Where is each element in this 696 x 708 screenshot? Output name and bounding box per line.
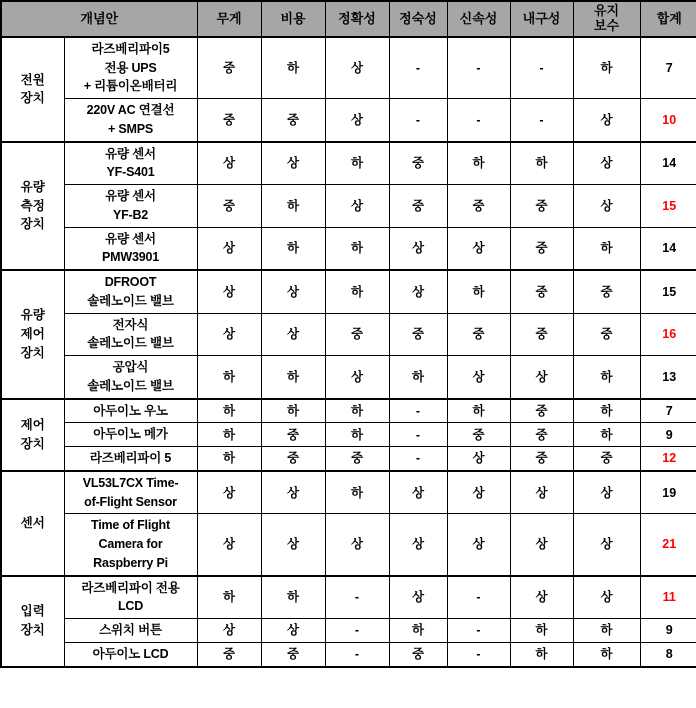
score-cell: 상 xyxy=(325,185,389,228)
header-criterion-quietness: 정숙성 xyxy=(389,1,447,37)
score-cell: 상 xyxy=(573,471,640,514)
score-cell: 상 xyxy=(389,270,447,313)
score-cell: - xyxy=(510,37,573,99)
table-row xyxy=(1,399,696,423)
score-cell: 상 xyxy=(197,471,261,514)
score-cell: 중 xyxy=(447,313,510,356)
score-cell: 중 xyxy=(573,447,640,471)
concept-name-line: Camera for xyxy=(98,537,163,552)
score-cell: 상 xyxy=(389,576,447,619)
table-row xyxy=(1,447,696,471)
score-cell: 하 xyxy=(573,227,640,270)
concept-name-line: 라즈베리파이 전용 xyxy=(81,580,180,595)
score-cell: - xyxy=(447,37,510,99)
category-label-line: 입력 xyxy=(20,604,45,619)
score-cell: 하 xyxy=(573,619,640,643)
score-cell: 상 xyxy=(325,514,389,576)
concept-name-line: 유량 센서 xyxy=(105,189,156,204)
concept-name-line: 전용 UPS xyxy=(104,60,157,75)
header-concept: 개념안 xyxy=(1,1,197,37)
table-header xyxy=(1,1,696,37)
category-cell xyxy=(1,37,64,142)
score-cell: - xyxy=(389,423,447,447)
concept-name-line: 아두이노 메가 xyxy=(93,427,168,442)
score-cell: 상 xyxy=(447,447,510,471)
concept-name-cell xyxy=(64,423,197,447)
score-cell: 중 xyxy=(261,423,325,447)
score-cell: 상 xyxy=(573,99,640,142)
score-cell: 중 xyxy=(573,313,640,356)
concept-name-line: 라즈베리파이5 xyxy=(91,41,170,56)
category-label-line: 전원 xyxy=(20,72,45,87)
score-cell: 상 xyxy=(510,356,573,399)
score-cell: 하 xyxy=(197,423,261,447)
score-cell: - xyxy=(389,99,447,142)
score-cell: 중 xyxy=(510,227,573,270)
score-cell: 하 xyxy=(573,399,640,423)
header-criterion-maintenance xyxy=(573,1,640,37)
concept-name-line: YF-B2 xyxy=(112,207,149,222)
score-cell: 상 xyxy=(261,471,325,514)
concept-name-line: LCD xyxy=(117,599,144,614)
score-cell: 상 xyxy=(389,471,447,514)
score-cell: 상 xyxy=(510,514,573,576)
score-cell: 중 xyxy=(389,642,447,666)
score-cell: 상 xyxy=(261,313,325,356)
score-cell: 하 xyxy=(573,642,640,666)
score-cell: 상 xyxy=(197,227,261,270)
total-score: 9 xyxy=(640,619,696,643)
score-cell: - xyxy=(325,642,389,666)
concept-name-line: Time of Flight xyxy=(91,518,170,533)
category-label-line: 제어 xyxy=(20,418,45,432)
concept-name-line: 라즈베리파이 5 xyxy=(89,451,172,466)
score-cell: 중 xyxy=(197,99,261,142)
concept-name-cell xyxy=(64,642,197,666)
score-cell: 상 xyxy=(573,142,640,185)
total-score-selected: 21 xyxy=(640,514,696,576)
score-cell: 상 xyxy=(573,185,640,228)
score-cell: 중 xyxy=(447,185,510,228)
score-cell: 중 xyxy=(197,185,261,228)
concept-name-cell xyxy=(64,514,197,576)
category-label-line: 제어 xyxy=(20,327,45,341)
concept-name-line: Raspberry Pi xyxy=(93,555,168,570)
score-cell: 상 xyxy=(389,514,447,576)
score-cell: 중 xyxy=(197,37,261,99)
score-cell: 상 xyxy=(573,576,640,619)
score-cell: 하 xyxy=(510,142,573,185)
score-cell: 상 xyxy=(197,270,261,313)
score-cell: - xyxy=(447,642,510,666)
concept-name-cell xyxy=(64,185,197,228)
total-score-selected: 10 xyxy=(640,99,696,142)
concept-name-line: DFROOT xyxy=(104,275,157,290)
score-cell: - xyxy=(325,576,389,619)
header-total: 합계 xyxy=(640,1,696,37)
concept-name-line: 아두이노 LCD xyxy=(92,646,169,661)
score-cell: 중 xyxy=(325,313,389,356)
score-cell: 하 xyxy=(197,447,261,471)
header-criterion-durability: 내구성 xyxy=(510,1,573,37)
concept-name-line: + SMPS xyxy=(108,121,153,136)
category-label-line: 장치 xyxy=(20,436,45,451)
score-cell: - xyxy=(447,576,510,619)
concept-name-cell xyxy=(64,576,197,619)
score-cell: - xyxy=(447,99,510,142)
concept-name-line: PMW3901 xyxy=(102,250,159,265)
score-cell: 하 xyxy=(325,142,389,185)
score-cell: - xyxy=(389,37,447,99)
total-score: 15 xyxy=(640,270,696,313)
concept-name-cell xyxy=(64,471,197,514)
score-cell: 상 xyxy=(261,514,325,576)
score-cell: 상 xyxy=(447,356,510,399)
header-criterion-speed: 신속성 xyxy=(447,1,510,37)
total-score-selected: 12 xyxy=(640,447,696,471)
concept-name-line: YF-S401 xyxy=(106,165,155,180)
score-cell: 하 xyxy=(389,356,447,399)
maintenance-label-line1: 유지 xyxy=(593,3,620,18)
score-cell: 하 xyxy=(389,619,447,643)
score-cell: 하 xyxy=(573,37,640,99)
score-cell: - xyxy=(447,619,510,643)
score-cell: 중 xyxy=(510,447,573,471)
score-cell: 하 xyxy=(325,471,389,514)
concept-name-line: 공압식 xyxy=(112,360,149,375)
score-cell: 하 xyxy=(573,423,640,447)
score-cell: 중 xyxy=(510,270,573,313)
concept-name-line: of-Flight Sensor xyxy=(84,494,177,509)
score-cell: 중 xyxy=(261,642,325,666)
score-cell: 상 xyxy=(197,514,261,576)
table-row xyxy=(1,185,696,228)
score-cell: 하 xyxy=(261,227,325,270)
table-row xyxy=(1,514,696,576)
category-cell xyxy=(1,270,64,399)
score-cell: 중 xyxy=(389,185,447,228)
score-cell: 중 xyxy=(573,270,640,313)
category-label-line: 장치 xyxy=(20,217,45,232)
category-cell xyxy=(1,471,64,576)
category-label-line: 장치 xyxy=(20,623,45,638)
table-row xyxy=(1,270,696,313)
total-score: 14 xyxy=(640,142,696,185)
category-cell xyxy=(1,142,64,271)
category-cell xyxy=(1,576,64,667)
category-label-line: 유량 xyxy=(20,308,45,323)
concept-name-cell xyxy=(64,356,197,399)
score-cell: 하 xyxy=(261,356,325,399)
score-cell: 중 xyxy=(325,447,389,471)
total-score-selected: 16 xyxy=(640,313,696,356)
score-cell: 중 xyxy=(197,642,261,666)
header-criterion-weight: 무게 xyxy=(197,1,261,37)
concept-name-cell xyxy=(64,270,197,313)
score-cell: 중 xyxy=(389,313,447,356)
concept-name-line: 유량 센서 xyxy=(105,231,156,246)
score-cell: 상 xyxy=(447,471,510,514)
score-cell: 상 xyxy=(197,142,261,185)
score-cell: - xyxy=(389,447,447,471)
score-cell: - xyxy=(510,99,573,142)
table-row xyxy=(1,423,696,447)
table-row xyxy=(1,471,696,514)
score-cell: 중 xyxy=(510,185,573,228)
score-cell: 중 xyxy=(447,423,510,447)
score-cell: 하 xyxy=(447,270,510,313)
category-label-line: 측정 xyxy=(20,198,45,213)
concept-name-line: + 리튬이온배터리 xyxy=(83,79,178,94)
concept-name-cell xyxy=(64,99,197,142)
score-cell: 하 xyxy=(261,37,325,99)
score-cell: 상 xyxy=(197,619,261,643)
score-cell: 하 xyxy=(325,399,389,423)
score-cell: 중 xyxy=(389,142,447,185)
table-row xyxy=(1,227,696,270)
concept-name-line: 220V AC 연결선 xyxy=(86,103,175,118)
concept-name-line: 솔레노이드 밸브 xyxy=(87,378,174,393)
total-score: 9 xyxy=(640,423,696,447)
score-cell: 하 xyxy=(261,576,325,619)
score-cell: 하 xyxy=(261,399,325,423)
maintenance-label-line2: 보수 xyxy=(593,17,620,33)
score-cell: 상 xyxy=(261,270,325,313)
table-row xyxy=(1,313,696,356)
score-cell: 하 xyxy=(573,356,640,399)
category-label-line: 장치 xyxy=(20,91,45,106)
score-cell: 중 xyxy=(510,423,573,447)
score-cell: 하 xyxy=(325,227,389,270)
table-row xyxy=(1,99,696,142)
concept-name-line: 스위치 버튼 xyxy=(99,623,162,638)
score-cell: 하 xyxy=(510,642,573,666)
score-cell: 하 xyxy=(325,423,389,447)
score-cell: 상 xyxy=(510,471,573,514)
table-row xyxy=(1,356,696,399)
category-label-line: 센서 xyxy=(20,515,45,530)
category-label-line: 장치 xyxy=(20,345,45,360)
score-cell: 상 xyxy=(325,356,389,399)
score-cell: 상 xyxy=(510,576,573,619)
score-cell: 하 xyxy=(510,619,573,643)
table-row xyxy=(1,142,696,185)
concept-name-cell xyxy=(64,227,197,270)
concept-name-line: 전자식 xyxy=(112,317,149,332)
total-score: 7 xyxy=(640,37,696,99)
score-cell: 상 xyxy=(447,227,510,270)
score-cell: 상 xyxy=(573,514,640,576)
category-cell xyxy=(1,399,64,471)
score-cell: 상 xyxy=(325,99,389,142)
header-criterion-cost: 비용 xyxy=(261,1,325,37)
total-score: 14 xyxy=(640,227,696,270)
score-cell: 중 xyxy=(261,99,325,142)
score-cell: - xyxy=(325,619,389,643)
concept-name-cell xyxy=(64,399,197,423)
score-cell: 하 xyxy=(197,399,261,423)
concept-name-cell xyxy=(64,313,197,356)
table-row xyxy=(1,642,696,666)
score-cell: 하 xyxy=(197,356,261,399)
score-cell: 중 xyxy=(510,313,573,356)
concept-name-line: 아두이노 우노 xyxy=(93,403,168,418)
score-cell: 상 xyxy=(197,313,261,356)
score-cell: 하 xyxy=(447,399,510,423)
concept-name-line: 유량 센서 xyxy=(105,146,156,161)
score-cell: 상 xyxy=(261,619,325,643)
concept-name-line: VL53L7CX Time- xyxy=(82,475,179,490)
score-cell: 상 xyxy=(389,227,447,270)
score-cell: 하 xyxy=(197,576,261,619)
score-cell: 상 xyxy=(447,514,510,576)
table-body xyxy=(1,37,696,667)
score-cell: 상 xyxy=(261,142,325,185)
total-score-selected: 15 xyxy=(640,185,696,228)
category-label-line: 유량 xyxy=(20,179,45,194)
score-cell: - xyxy=(389,399,447,423)
total-score-selected: 11 xyxy=(640,576,696,619)
table-row xyxy=(1,619,696,643)
concept-name-line: 솔레노이드 밸브 xyxy=(87,293,174,308)
total-score: 8 xyxy=(640,642,696,666)
score-cell: 상 xyxy=(325,37,389,99)
concept-name-line: 솔레노이드 밸브 xyxy=(87,336,174,351)
table-row xyxy=(1,576,696,619)
score-cell: 하 xyxy=(261,185,325,228)
score-cell: 하 xyxy=(447,142,510,185)
concept-name-cell xyxy=(64,37,197,99)
total-score: 13 xyxy=(640,356,696,399)
header-criterion-accuracy: 정확성 xyxy=(325,1,389,37)
concept-name-cell xyxy=(64,142,197,185)
concept-name-cell xyxy=(64,619,197,643)
score-cell: 하 xyxy=(325,270,389,313)
table-row xyxy=(1,37,696,99)
total-score: 19 xyxy=(640,471,696,514)
score-cell: 중 xyxy=(261,447,325,471)
concept-name-cell xyxy=(64,447,197,471)
total-score: 7 xyxy=(640,399,696,423)
score-cell: 중 xyxy=(510,399,573,423)
header-row xyxy=(1,1,696,37)
